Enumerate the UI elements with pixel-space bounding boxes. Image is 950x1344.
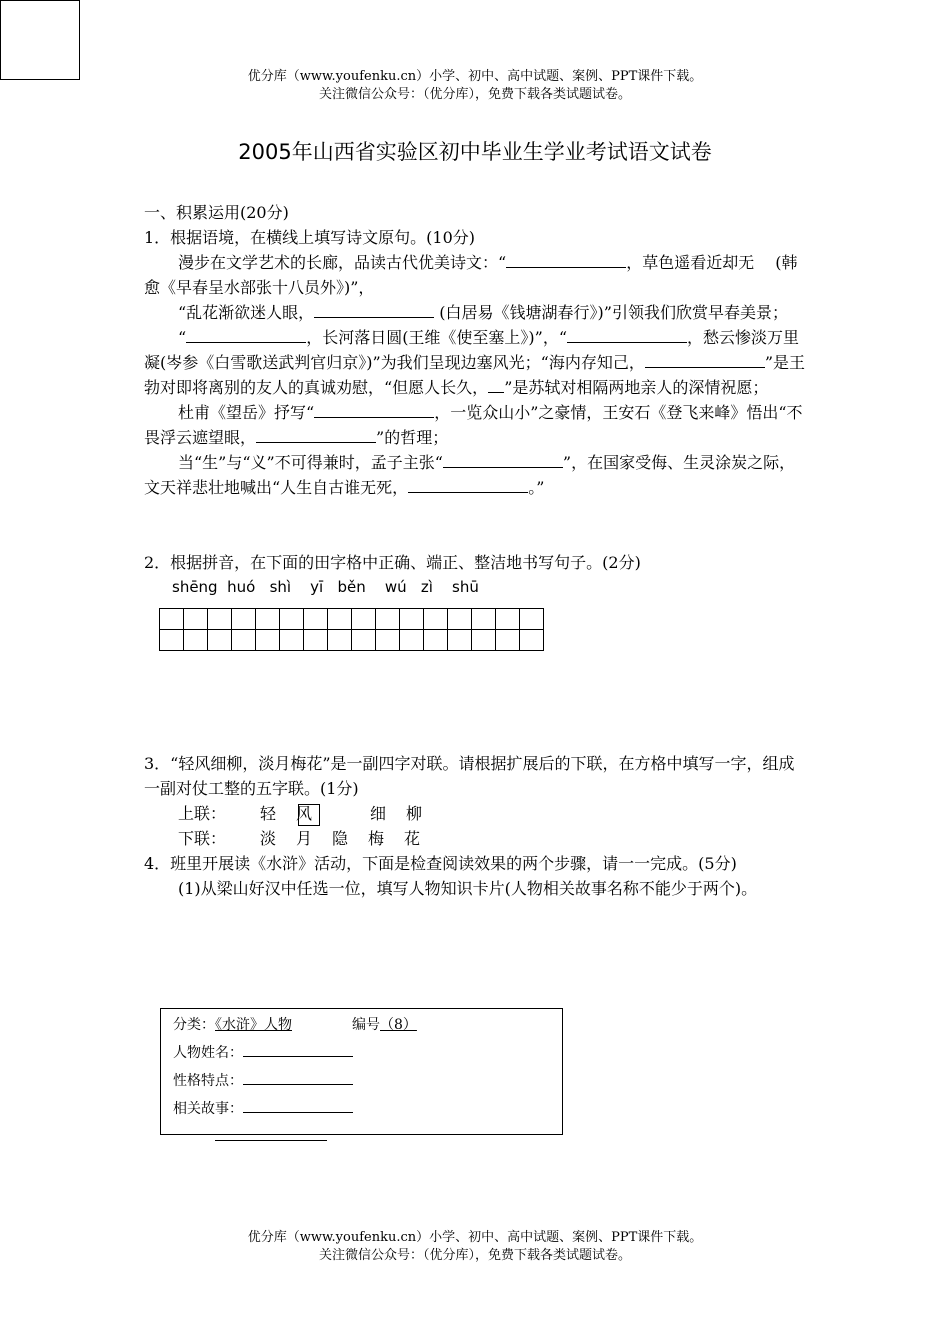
extra-answer-line[interactable]: [215, 1140, 327, 1141]
name-blank[interactable]: [243, 1041, 353, 1057]
header-line-1: 优分库（www.youfenku.cn）小学、初中、高中试题、案例、PPT课件下载。: [247, 69, 703, 84]
q3-heading: 3．“轻风细柳，淡月梅花”是一副四字对联。请根据扩展后的下联，在方格中填写一字，组成一副对仗工整的五字联。(1分): [144, 754, 795, 798]
q1-para-5: 当“生”与“义”不可得兼时，孟子主张“ ”，在国家受侮、生灵涂炭之际，文天祥悲壮地喊出“人生自古谁无死， 。”: [144, 453, 796, 497]
q2-pinyin: shēng huó shì yī běn wú zì shū: [172, 578, 479, 596]
exam-content: [144, 200, 809, 901]
answer-blank[interactable]: [314, 301, 434, 318]
answer-blank[interactable]: [408, 476, 528, 493]
character-card: 分类：《水浒》人物 编号（8） 人物姓名： 性格特点： 相关故事：: [160, 1008, 563, 1135]
answer-blank[interactable]: [314, 401, 434, 418]
q4-sub-1: (1)从梁山好汉中任选一位，填写人物知识卡片(人物相关故事名称不能少于两个)。: [178, 879, 758, 898]
section-heading: 一、积累运用(20分): [144, 203, 289, 222]
answer-blank[interactable]: [506, 251, 626, 268]
page-title: 2005年山西省实验区初中毕业生学业考试语文试卷: [238, 140, 712, 164]
answer-blank[interactable]: [443, 451, 563, 468]
q1-para-1: 漫步在文学艺术的长廊，品读古代优美诗文：“ ，草色遥看近却无 (韩愈《早春呈水部张十八员外》)”，: [144, 253, 798, 297]
story-blank[interactable]: [243, 1097, 353, 1113]
upper-couplet: 上联： 轻 风 细 柳: [144, 801, 809, 826]
answer-blank[interactable]: [645, 351, 765, 368]
trait-blank[interactable]: [243, 1069, 353, 1085]
header-line-2: 关注微信公众号：（优分库），免费下载各类试题试卷。: [318, 87, 631, 102]
q1-para-4: 杜甫《望岳》抒写“ ，一览众山小”之豪情，王安石《登飞来峰》悟出“不畏浮云遮望眼， ”的哲理；: [144, 403, 803, 447]
answer-blank[interactable]: [567, 326, 687, 343]
footer-line-2: 关注微信公众号：（优分库），免费下载各类试题试卷。: [318, 1248, 631, 1263]
lower-couplet: 下联： 淡 月 隐 梅 花: [178, 829, 421, 848]
answer-blank[interactable]: [256, 426, 376, 443]
q1-para-2: “乱花渐欲迷人眼， (白居易《钱塘湖春行》)”引领我们欣赏早春美景；: [178, 303, 788, 322]
fill-square[interactable]: [298, 804, 320, 826]
answer-blank[interactable]: [488, 376, 504, 393]
tianzige-grid[interactable]: [159, 608, 544, 651]
q4-heading: 4．班里开展读《水浒》活动，下面是检查阅读效果的两个步骤，请一一完成。(5分): [144, 854, 737, 873]
answer-blank[interactable]: [186, 326, 306, 343]
q2-heading: 2．根据拼音，在下面的田字格中正确、端正、整洁地书写句子。(2分): [144, 553, 641, 572]
footer-line-1: 优分库（www.youfenku.cn）小学、初中、高中试题、案例、PPT课件下载。: [247, 1230, 703, 1245]
q1-para-3: “ ，长河落日圆(王维《使至塞上》)”，“ ，愁云惨淡万里凝(岑参《白雪歌送武判官归京》)”为我们呈现边塞风光；“海内存知己， ”是王勃对即将离别的友人的真诚劝慰，“但愿人长久， ”是苏轼对相隔两地亲人的深情祝愿；: [144, 328, 806, 397]
q1-heading: 1．根据语境，在横线上填写诗文原句。(10分): [144, 228, 476, 247]
